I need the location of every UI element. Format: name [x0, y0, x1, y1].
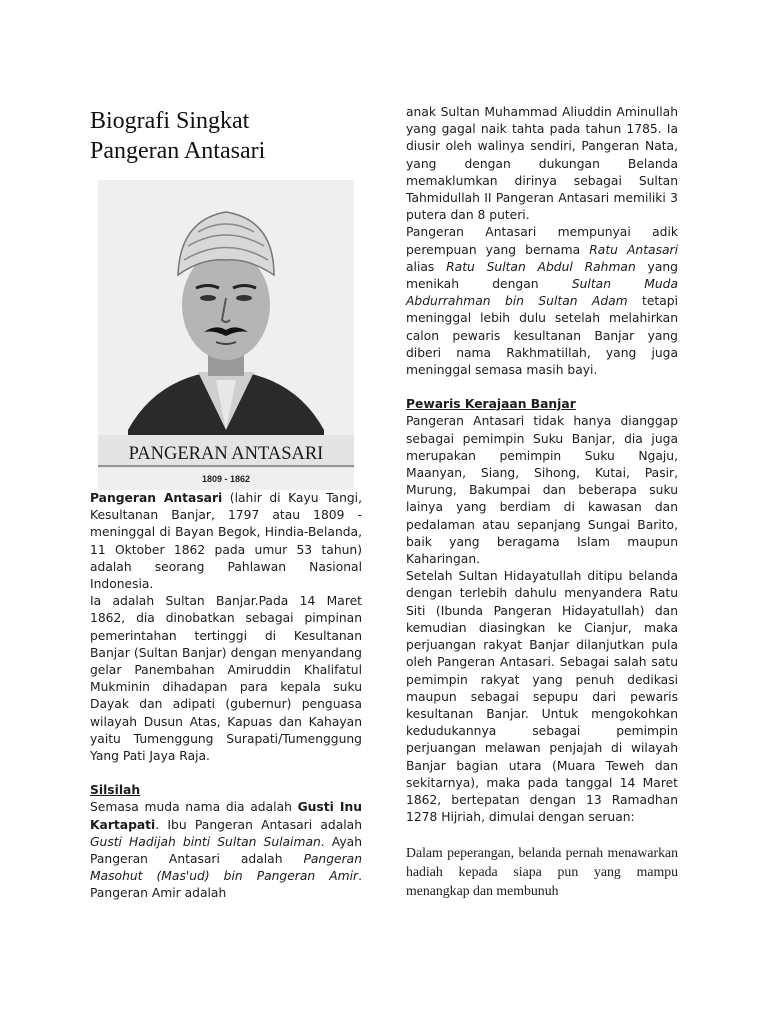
sister-text-b: Ratu Antasari	[589, 242, 678, 257]
struggle-paragraph: Setelah Sultan Hidayatullah ditipu belanda dengan terlebih dahulu menyandera Ratu Siti (Ibunda Pangeran Hidayatullah) dan kemudian diasingkan ke Cianjur, maka perjuangan rakyat Banjar dilanjutkan pula oleh Pangeran Antasari. Sebagai salah satu pemimpin rakyat yang penuh dedikasi maupun sebagai sepupu dari pewaris kesultanan Banjar. Untuk mengokohkan kedudukannya sebagai pemimpin perjuangan melawan penjajah di wilayah Banjar bagian utara (Muara Teweh dan sekitarnya), maka pada tanggal 14 Maret 1862, bertepatan dengan 13 Ramadhan 1278 Hijriah, dimulai dengan seruan:	[406, 569, 678, 825]
silsilah-text-a: Semasa muda nama dia adalah	[90, 800, 298, 815]
intro-text: (lahir di Kayu Tangi, Kesultanan Banjar, 1797 atau 1809 - meninggal di Bayan Begok, Hindia-Belanda, 11 Oktober 1862 pada umur 53 tahun) adalah seorang Pahlawan Nasional Indonesia.	[90, 491, 362, 592]
sister-paragraph	[406, 224, 678, 379]
title-line-1: Biografi Singkat	[90, 108, 250, 134]
silsilah-text-d: Gusti Hadijah binti Sultan Sulaiman	[90, 834, 321, 849]
silsilah-text-f: Pangeran Masohut (Mas'ud) bin Pangeran Amir	[90, 852, 362, 884]
lineage-paragraph: anak Sultan Muhammad Aliuddin Aminullah yang gagal naik tahta pada tahun 1785. Ia diusir oleh walinya sendiri, Pangeran Nata, yang dengan dukungan Belanda memaklumkan dirinya sebagai Sultan Tahmidullah II Pangeran Antasari memiliki 3 putera dan 8 puteri.	[406, 105, 678, 223]
silsilah-text-b: Gusti Inu Kartapati	[90, 800, 362, 832]
left-column	[90, 0, 362, 903]
portrait-caption-years: 1809 - 1862	[201, 474, 251, 484]
title-line-2: Pangeran Antasari	[90, 138, 266, 164]
portrait-caption-name: PANGERAN ANTASARI	[128, 444, 324, 464]
pewaris-heading: Pewaris Kerajaan Banjar	[406, 397, 576, 412]
sister-text-a: Pangeran Antasari mempunyai adik perempuan yang bernama	[406, 225, 678, 257]
sultan-paragraph: Ia adalah Sultan Banjar.Pada 14 Maret 1862, dia dinobatkan sebagai pimpinan pemerintahan tertinggi di Kesultanan Banjar (Sultan Banjar) dengan menyandang gelar Panembahan Amiruddin Khalifatul Mukminin dihadapan para kepala suku Dayak dan adipati (gubernur) penguasa wilayah Dusun Atas, Kapuas dan Kahayan yaitu Tumenggung Surapati/Tumenggung Yang Pati Jaya Raja.	[90, 594, 362, 764]
sister-text-c: alias	[406, 259, 447, 274]
silsilah-paragraph	[90, 799, 362, 902]
sister-text-e: yang menikah dengan	[406, 259, 678, 292]
silsilah-text-c: . Ibu Pangeran Antasari adalah	[155, 817, 362, 832]
intro-name: Pangeran Antasari	[90, 491, 223, 505]
reward-paragraph: Dalam peperangan, belanda pernah menawarkan hadiah kepada siapa pun yang mampu menangkap dan membunuh	[406, 845, 678, 899]
right-column	[406, 0, 678, 900]
sister-text-f: Sultan Muda Abdurrahman bin Sultan Adam	[406, 277, 679, 309]
sister-text-d: Ratu Sultan Abdul Rahman	[446, 259, 636, 274]
silsilah-text-e: . Ayah Pangeran Antasari adalah	[90, 834, 362, 867]
silsilah-text-g: . Pangeran Amir adalah	[90, 869, 362, 901]
leader-paragraph: Pangeran Antasari tidak hanya dianggap sebagai pemimpin Suku Banjar, dia juga merupakan pemimpin Suku Ngaju, Maanyan, Siang, Sihong, Kutai, Pasir, Murung, Bakumpai dan beberapa suku lainya yang berdiam di kawasan dan pedalaman atau sepanjang Sungai Barito, baik yang beragama Islam maupun Kaharingan.	[406, 414, 678, 567]
silsilah-heading: Silsilah	[90, 783, 141, 798]
sister-text-g: tetapi meninggal lebih dulu setelah melahirkan calon pewaris kesultanan Banjar yang diberi nama Rakhmatillah, yang juga meninggal semasa masih bayi.	[406, 294, 678, 378]
intro-paragraph	[90, 490, 362, 593]
